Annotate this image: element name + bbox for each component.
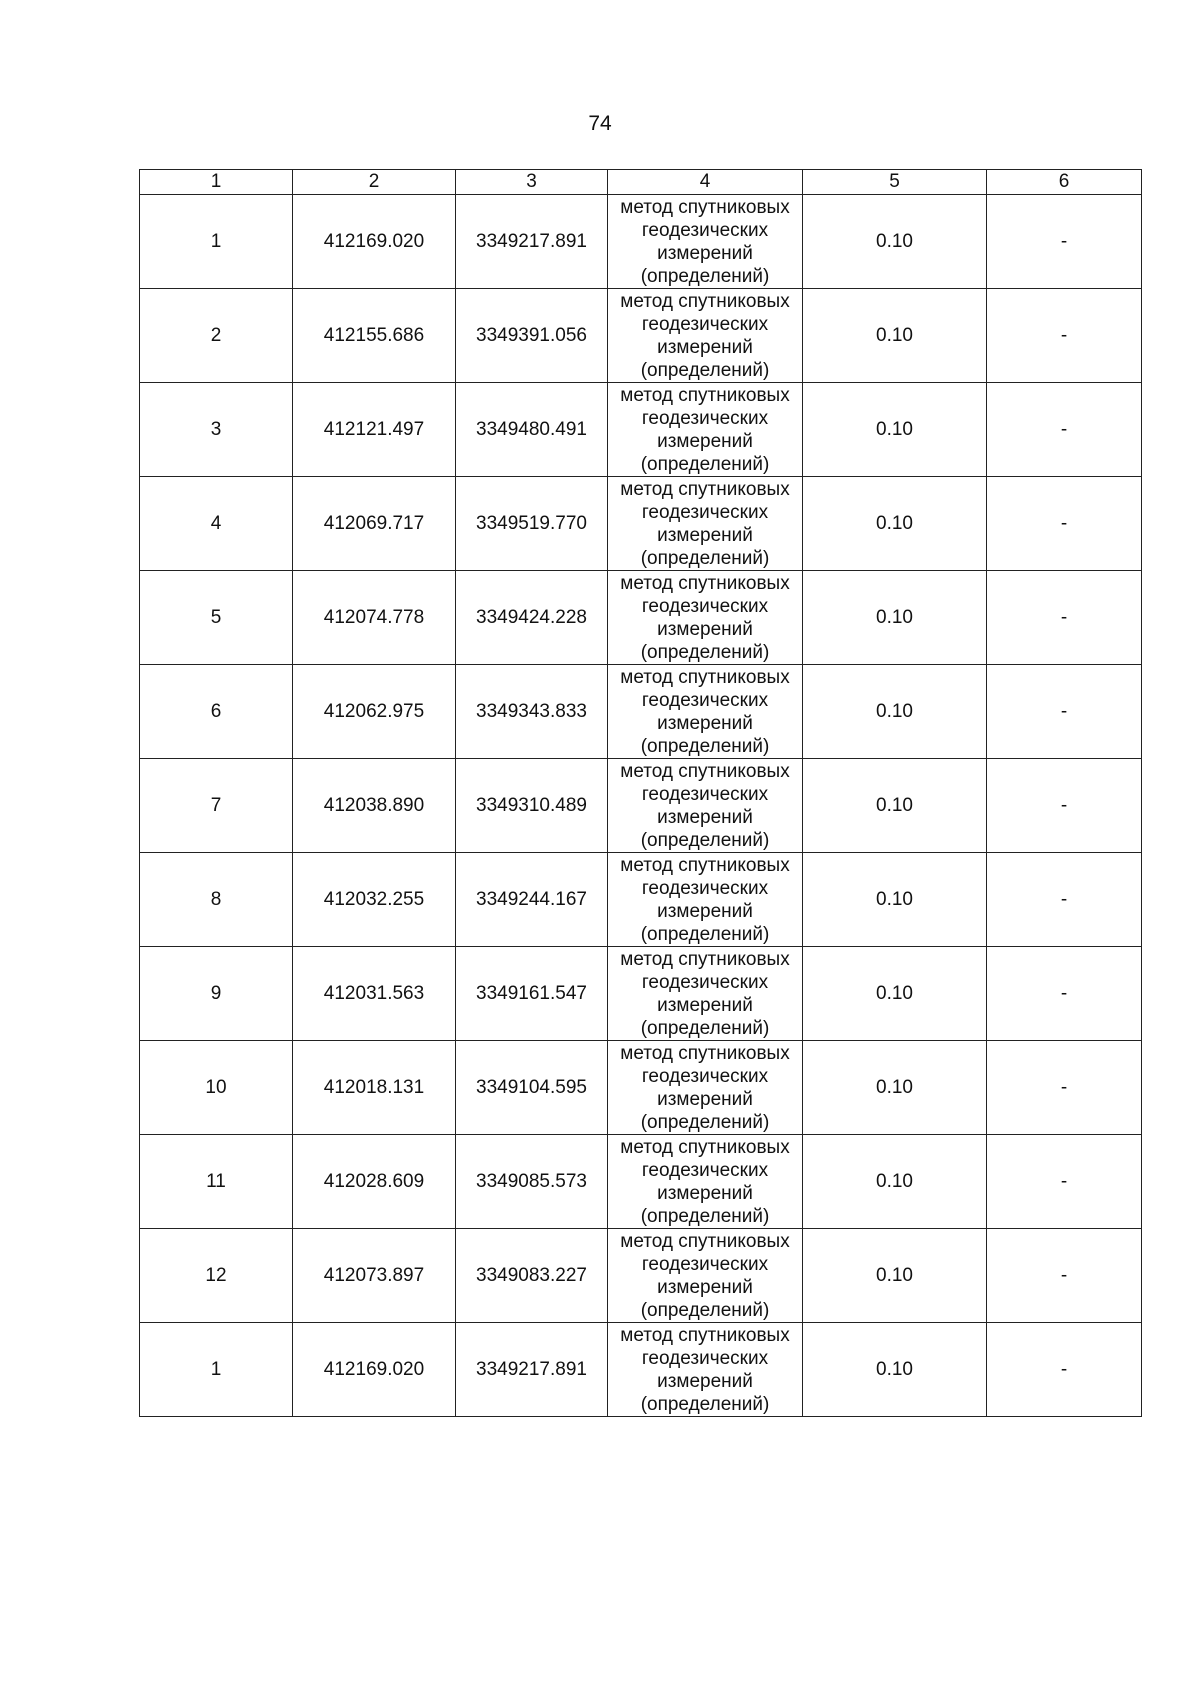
cell-point-number: 1 (140, 195, 293, 289)
method-text-line: (определений) (640, 735, 770, 757)
cell-accuracy: 0.10 (803, 1041, 987, 1135)
cell-x-coordinate: 412069.717 (293, 477, 456, 571)
table-header (140, 170, 1142, 195)
table-row (140, 853, 1142, 947)
cell-note: - (987, 1135, 1142, 1229)
method-text-line: (определений) (640, 1017, 770, 1039)
cell-x-coordinate: 412074.778 (293, 571, 456, 665)
cell-y-coordinate: 3349217.891 (456, 195, 608, 289)
cell-method (608, 195, 803, 289)
cell-y-coordinate: 3349104.595 (456, 1041, 608, 1135)
cell-x-coordinate: 412018.131 (293, 1041, 456, 1135)
cell-method (608, 1135, 803, 1229)
method-text-line: геодезических (641, 689, 769, 711)
method-text-line: метод спутниковых (620, 196, 790, 218)
cell-method (608, 1229, 803, 1323)
method-text-line: (определений) (640, 1299, 770, 1321)
method-text-line: (определений) (640, 265, 770, 287)
method-text-line: метод спутниковых (620, 760, 790, 782)
cell-x-coordinate: 412031.563 (293, 947, 456, 1041)
cell-y-coordinate: 3349480.491 (456, 383, 608, 477)
cell-note: - (987, 1323, 1142, 1417)
cell-point-number: 7 (140, 759, 293, 853)
method-text-line: (определений) (640, 1111, 770, 1133)
method-text-line: метод спутниковых (620, 948, 790, 970)
method-text-line: метод спутниковых (620, 384, 790, 406)
cell-note: - (987, 665, 1142, 759)
cell-note: - (987, 759, 1142, 853)
cell-y-coordinate: 3349310.489 (456, 759, 608, 853)
method-text-line: (определений) (640, 359, 770, 381)
method-text-line: измерений (657, 524, 753, 546)
cell-accuracy: 0.10 (803, 853, 987, 947)
method-text-line: измерений (657, 712, 753, 734)
cell-note: - (987, 1229, 1142, 1323)
method-text-line: (определений) (640, 641, 770, 663)
table-row (140, 571, 1142, 665)
header-col-4: 4 (608, 170, 803, 195)
table-row (140, 1323, 1142, 1417)
method-text-line: геодезических (641, 313, 769, 335)
page-number: 74 (588, 112, 612, 135)
cell-x-coordinate: 412073.897 (293, 1229, 456, 1323)
method-text-line: метод спутниковых (620, 854, 790, 876)
cell-note: - (987, 1041, 1142, 1135)
method-text-line: геодезических (641, 219, 769, 241)
method-text-line: геодезических (641, 407, 769, 429)
method-text-line: метод спутниковых (620, 478, 790, 500)
method-text-line: измерений (657, 618, 753, 640)
cell-y-coordinate: 3349217.891 (456, 1323, 608, 1417)
cell-point-number: 12 (140, 1229, 293, 1323)
cell-point-number: 1 (140, 1323, 293, 1417)
cell-y-coordinate: 3349391.056 (456, 289, 608, 383)
method-text-line: измерений (657, 806, 753, 828)
cell-note: - (987, 195, 1142, 289)
cell-x-coordinate: 412169.020 (293, 1323, 456, 1417)
header-col-2: 2 (293, 170, 456, 195)
cell-method (608, 759, 803, 853)
cell-method (608, 1323, 803, 1417)
cell-x-coordinate: 412062.975 (293, 665, 456, 759)
cell-method (608, 477, 803, 571)
coordinates-table (139, 169, 1142, 1417)
cell-method (608, 853, 803, 947)
cell-y-coordinate: 3349519.770 (456, 477, 608, 571)
method-text-line: измерений (657, 1276, 753, 1298)
method-text-line: геодезических (641, 1253, 769, 1275)
table-body (140, 195, 1142, 1417)
cell-point-number: 6 (140, 665, 293, 759)
method-text-line: измерений (657, 1088, 753, 1110)
table-row (140, 1229, 1142, 1323)
method-text-line: измерений (657, 242, 753, 264)
cell-point-number: 5 (140, 571, 293, 665)
cell-point-number: 10 (140, 1041, 293, 1135)
cell-note: - (987, 383, 1142, 477)
cell-y-coordinate: 3349244.167 (456, 853, 608, 947)
table-row (140, 665, 1142, 759)
cell-x-coordinate: 412121.497 (293, 383, 456, 477)
method-text-line: метод спутниковых (620, 572, 790, 594)
cell-note: - (987, 289, 1142, 383)
cell-x-coordinate: 412169.020 (293, 195, 456, 289)
cell-accuracy: 0.10 (803, 759, 987, 853)
method-text-line: метод спутниковых (620, 1230, 790, 1252)
method-text-line: метод спутниковых (620, 290, 790, 312)
method-text-line: метод спутниковых (620, 1136, 790, 1158)
method-text-line: метод спутниковых (620, 666, 790, 688)
cell-accuracy: 0.10 (803, 477, 987, 571)
method-text-line: геодезических (641, 595, 769, 617)
table-row (140, 195, 1142, 289)
method-text-line: геодезических (641, 1159, 769, 1181)
cell-point-number: 4 (140, 477, 293, 571)
cell-y-coordinate: 3349161.547 (456, 947, 608, 1041)
header-col-3: 3 (456, 170, 608, 195)
cell-accuracy: 0.10 (803, 665, 987, 759)
cell-y-coordinate: 3349085.573 (456, 1135, 608, 1229)
cell-point-number: 3 (140, 383, 293, 477)
table-row (140, 289, 1142, 383)
method-text-line: метод спутниковых (620, 1042, 790, 1064)
table-row (140, 947, 1142, 1041)
cell-method (608, 665, 803, 759)
method-text-line: измерений (657, 336, 753, 358)
method-text-line: геодезических (641, 501, 769, 523)
cell-accuracy: 0.10 (803, 947, 987, 1041)
header-col-5: 5 (803, 170, 987, 195)
cell-accuracy: 0.10 (803, 1323, 987, 1417)
cell-method (608, 947, 803, 1041)
cell-y-coordinate: 3349083.227 (456, 1229, 608, 1323)
cell-point-number: 2 (140, 289, 293, 383)
method-text-line: измерений (657, 900, 753, 922)
cell-note: - (987, 477, 1142, 571)
method-text-line: (определений) (640, 923, 770, 945)
cell-accuracy: 0.10 (803, 1229, 987, 1323)
method-text-line: геодезических (641, 1065, 769, 1087)
method-text-line: (определений) (640, 1393, 770, 1415)
header-col-6: 6 (987, 170, 1142, 195)
cell-accuracy: 0.10 (803, 383, 987, 477)
cell-method (608, 571, 803, 665)
cell-note: - (987, 947, 1142, 1041)
cell-note: - (987, 853, 1142, 947)
method-text-line: (определений) (640, 453, 770, 475)
cell-method (608, 289, 803, 383)
cell-note: - (987, 571, 1142, 665)
cell-x-coordinate: 412032.255 (293, 853, 456, 947)
method-text-line: измерений (657, 430, 753, 452)
cell-method (608, 383, 803, 477)
method-text-line: геодезических (641, 783, 769, 805)
table-row (140, 1041, 1142, 1135)
cell-accuracy: 0.10 (803, 1135, 987, 1229)
cell-accuracy: 0.10 (803, 289, 987, 383)
method-text-line: геодезических (641, 1347, 769, 1369)
table-row (140, 1135, 1142, 1229)
method-text-line: (определений) (640, 547, 770, 569)
cell-x-coordinate: 412155.686 (293, 289, 456, 383)
method-text-line: (определений) (640, 1205, 770, 1227)
header-row (140, 170, 1142, 195)
cell-accuracy: 0.10 (803, 195, 987, 289)
method-text-line: геодезических (641, 971, 769, 993)
header-col-1: 1 (140, 170, 293, 195)
cell-x-coordinate: 412038.890 (293, 759, 456, 853)
cell-point-number: 9 (140, 947, 293, 1041)
cell-method (608, 1041, 803, 1135)
table-row (140, 383, 1142, 477)
method-text-line: измерений (657, 1182, 753, 1204)
cell-point-number: 11 (140, 1135, 293, 1229)
table-row (140, 477, 1142, 571)
cell-accuracy: 0.10 (803, 571, 987, 665)
cell-x-coordinate: 412028.609 (293, 1135, 456, 1229)
method-text-line: геодезических (641, 877, 769, 899)
method-text-line: измерений (657, 994, 753, 1016)
method-text-line: метод спутниковых (620, 1324, 790, 1346)
table-row (140, 759, 1142, 853)
method-text-line: (определений) (640, 829, 770, 851)
cell-point-number: 8 (140, 853, 293, 947)
cell-y-coordinate: 3349343.833 (456, 665, 608, 759)
cell-y-coordinate: 3349424.228 (456, 571, 608, 665)
method-text-line: измерений (657, 1370, 753, 1392)
